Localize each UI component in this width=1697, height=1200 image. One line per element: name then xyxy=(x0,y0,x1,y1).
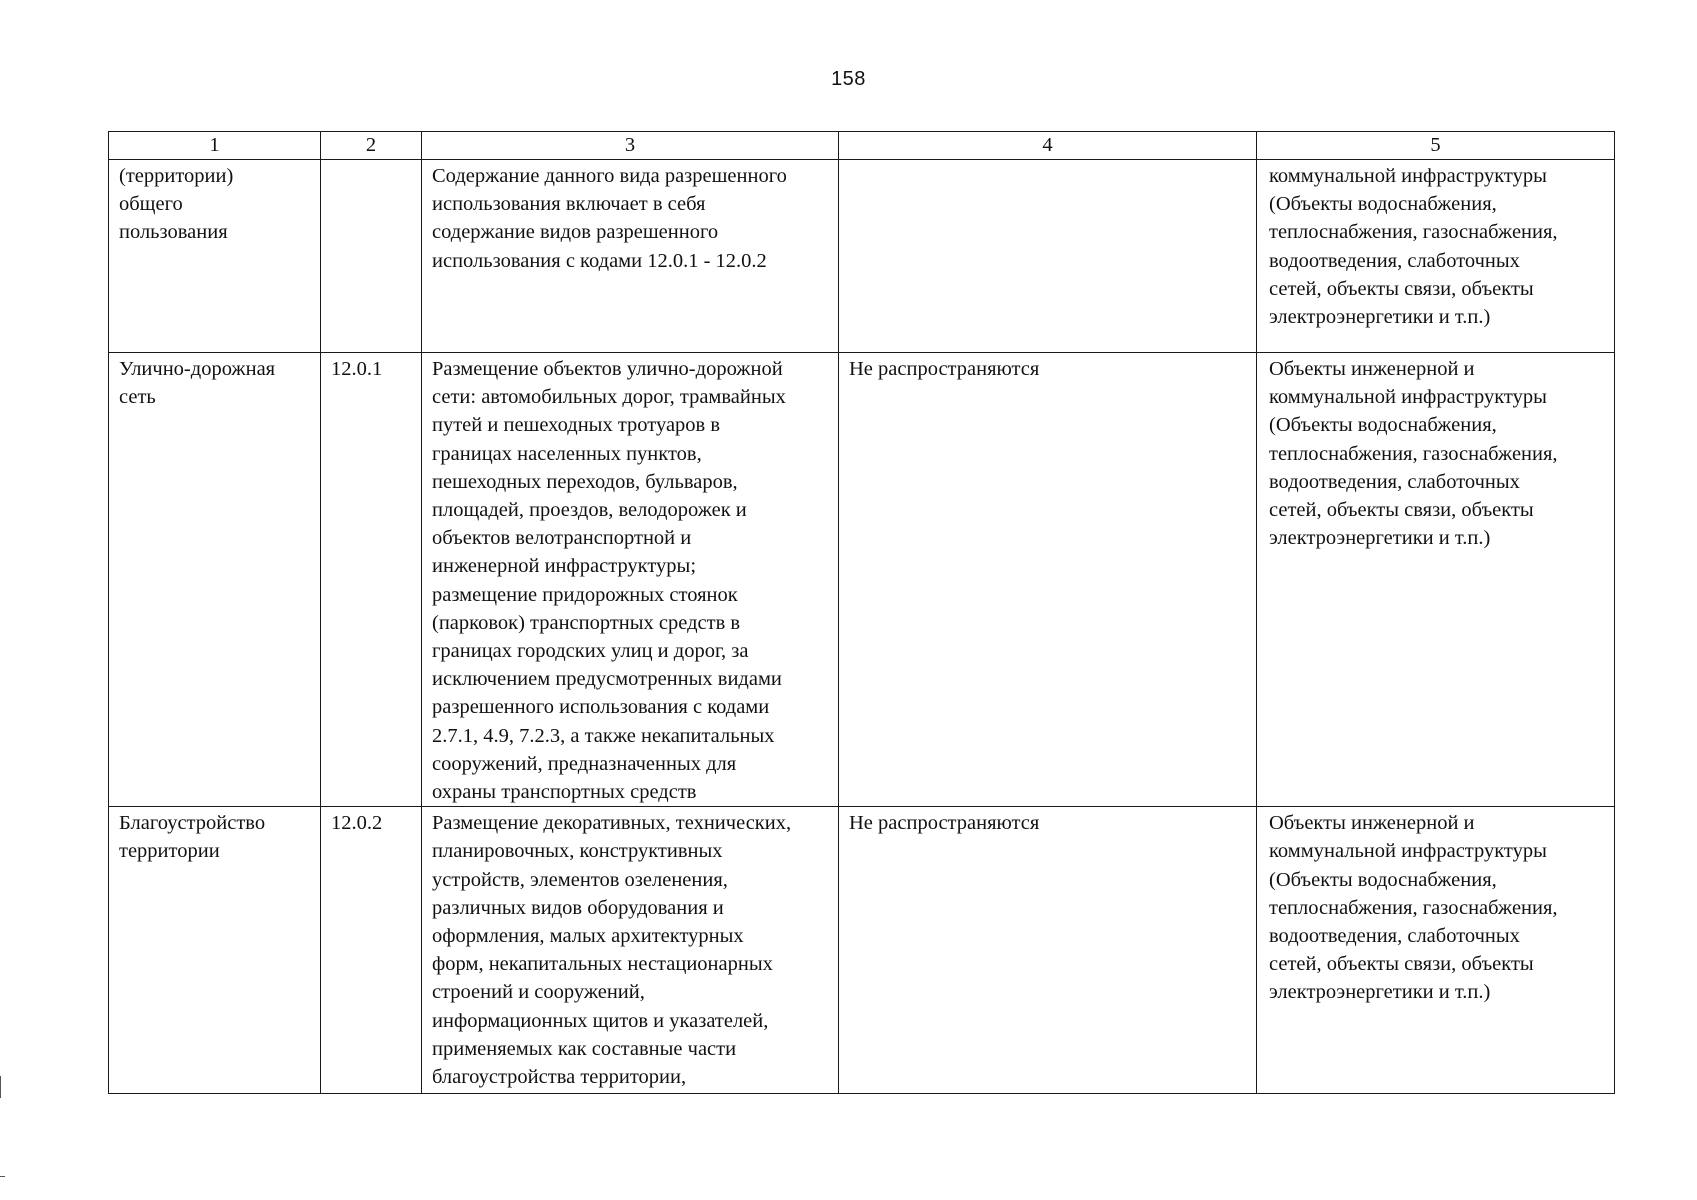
infrastructure-cell xyxy=(1257,160,1615,353)
use-name-text: (территории) общего пользования xyxy=(119,165,234,244)
use-description-text: Размещение декоративных, технических, планировочных, конструктивных устройств, элементов озеленения, различных видов оборудования и оформления, малых архитектурных форм, некапитальных нестационарных строений и сооружений, информационных щитов и указателей, применяемых как составные части благоустройства территории, xyxy=(432,812,792,1089)
use-name-cell xyxy=(109,807,321,1094)
use-description-text: Размещение объектов улично-дорожной сети: автомобильных дорог, трамвайных путей и пешеходных тротуаров в границах населенных пунктов, пешеходных переходов, бульваров, площадей, проездов, велодорожек и объектов велотранспортной и инженерной инфраструктуры; размещение придорожных стоянок (парковок) транспортных средств в границах городских улиц и дорог, за исключением предусмотренных видами разрешенного использования с кодами 2.7.1, 4.9, 7.2.3, а также некапитальных сооружений, предназначенных для охраны транспортных средств xyxy=(432,358,786,804)
use-description-cell xyxy=(422,160,839,353)
infrastructure-cell xyxy=(1257,353,1615,807)
use-code-cell xyxy=(321,353,422,807)
use-description-cell xyxy=(422,807,839,1094)
infrastructure-text: коммунальной инфраструктуры (Объекты водоснабжения, теплоснабжения, газоснабжения, водоотведения, слаботочных сетей, объекты связи, объекты электроэнергетики и т.п.) xyxy=(1269,165,1558,329)
scan-margin-mark xyxy=(0,1076,6,1098)
parameters-text: Не распространяются xyxy=(849,358,1040,380)
land-use-table xyxy=(108,131,1615,1094)
use-code-cell xyxy=(321,807,422,1094)
infrastructure-text: Объекты инженерной и коммунальной инфраструктуры (Объекты водоснабжения, теплоснабжения, газоснабжения, водоотведения, слаботочных сетей, объекты связи, объекты электроэнергетики и т.п.) xyxy=(1269,358,1558,550)
column-header-4: 4 xyxy=(839,132,1257,160)
page-number: 158 xyxy=(831,68,866,90)
use-name-text: Улично-дорожная сеть xyxy=(119,358,276,409)
parameters-cell xyxy=(839,353,1257,807)
use-code-text: 12.0.2 xyxy=(331,812,383,835)
use-name-cell xyxy=(109,353,321,807)
infrastructure-text: Объекты инженерной и коммунальной инфраструктуры (Объекты водоснабжения, теплоснабжения, газоснабжения, водоотведения, слаботочных сетей, объекты связи, объекты электроэнергетики и т.п.) xyxy=(1269,812,1558,1004)
column-header-3: 3 xyxy=(422,132,839,160)
parameters-cell xyxy=(839,807,1257,1094)
use-description-text: Содержание данного вида разрешенного использования включает в себя содержание видов разрешенного использования с кодами 12.0.1 - 12.0.2 xyxy=(432,165,787,272)
table-row xyxy=(109,353,1615,807)
column-header-2: 2 xyxy=(321,132,422,160)
infrastructure-cell xyxy=(1257,807,1615,1094)
table-header-row xyxy=(109,132,1615,160)
parameters-cell xyxy=(839,160,1257,353)
parameters-text: Не распространяются xyxy=(849,812,1040,835)
use-name-text: Благоустройство территории xyxy=(119,812,266,863)
column-header-5: 5 xyxy=(1257,132,1615,160)
column-header-1: 1 xyxy=(109,132,321,160)
use-code-cell xyxy=(321,160,422,353)
scan-margin-mark xyxy=(0,1176,5,1177)
use-name-cell xyxy=(109,160,321,353)
table-row xyxy=(109,160,1615,353)
use-code-text: 12.0.1 xyxy=(331,358,383,380)
use-description-cell xyxy=(422,353,839,807)
table-row xyxy=(109,807,1615,1094)
